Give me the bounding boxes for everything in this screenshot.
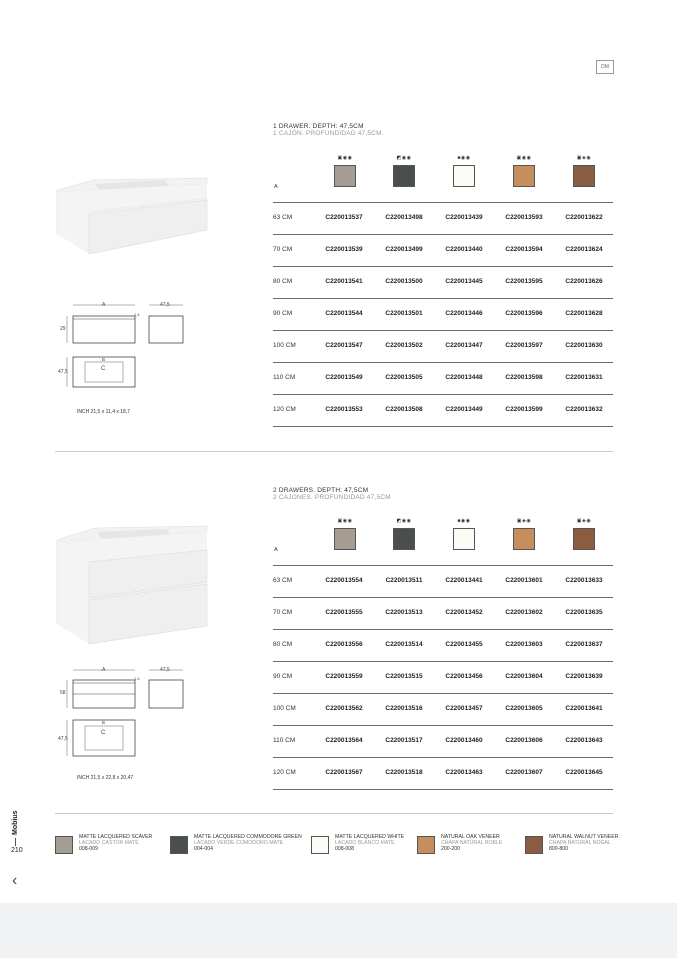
table-row: 63 CM C220013554 C220013511 C220013441 C220013601 C220013633 [273,566,613,598]
legend-divider [55,813,613,814]
legend-swatch [55,836,73,854]
table-row: 90 CM C220013544 C220013501 C220013446 C220013596 C220013628 [273,299,613,331]
table-row: 63 CM C220013537 C220013498 C220013439 C220013593 C220013622 [273,203,613,235]
page-number: 210 [11,847,23,854]
swatch-green [393,528,415,550]
dim-label-c: C [101,730,106,736]
table-row: 120 CM C220013567 C220013518 C220013463 C220013607 C220013645 [273,758,613,790]
legend-swatch [311,836,329,854]
dim-label-b: B [102,720,106,725]
swatch-scaver [334,165,356,187]
cabinet-2-drawers-image [55,520,215,650]
inch-note: INCH 21,5 x 22,8 x 20,47 [77,775,134,781]
dim-label-c: C [101,366,106,372]
product-table-2 [273,565,613,790]
section-divider [55,451,613,452]
table-row: 120 CM C220013553 C220013508 C220013449 C220013599 C220013632 [273,395,613,427]
swatch-green [393,165,415,187]
symbol-icons: ▣◈◉ [576,155,592,161]
swatch-oak [513,165,535,187]
section-title: 1 DRAWER. DEPTH: 47,5CM 1 CAJÓN. PROFUNDIDAD 47,5CM. [273,123,384,137]
dim-label-height: 58 [60,690,66,696]
swatch-oak [513,528,535,550]
dim-label-plan-depth: 47,5 [58,736,68,742]
dim-label-small: 1,4 [134,312,140,317]
table-row: 70 CM C220013555 C220013513 C220013452 C220013602 C220013635 [273,598,613,630]
symbol-icons: ◩◉◉ [396,155,412,161]
dim-label-a: A [102,302,106,308]
table-row: 110 CM C220013564 C220013517 C220013460 C220013606 C220013643 [273,726,613,758]
swatch-white [453,528,475,550]
symbol-icons: ◩◉◉ [396,518,412,524]
dim-label-b: B [102,357,106,362]
dim-label-small: 1,4 [134,676,140,681]
dim-label-height: 29 [60,326,66,332]
dimension-drawing-2 [55,664,195,764]
symbol-icons: ▣◈◉ [516,518,532,524]
symbol-icons: ■◉◉ [457,155,471,161]
cabinet-1-drawer-image [55,172,215,262]
symbol-icons: ▣◈◉ [576,518,592,524]
legend-swatch [525,836,543,854]
symbol-icons: ■◉◉ [457,518,471,524]
symbol-icons: ▣◉◉ [337,155,353,161]
brand-label: Mobius [12,810,19,835]
brand-divider [15,838,16,846]
swatch-walnut [573,528,595,550]
swatch-scaver [334,528,356,550]
dim-label-depth: 47,5 [160,302,170,308]
dim-label-plan-depth: 47,5 [58,369,68,375]
table-row: 110 CM C220013549 C220013505 C220013448 C220013598 C220013631 [273,363,613,395]
symbol-icons: ▣◉◉ [516,155,532,161]
legend-swatch [170,836,188,854]
symbol-icons: ▣◉◉ [337,518,353,524]
table-row: 100 CM C220013562 C220013516 C220013457 C220013605 C220013641 [273,694,613,726]
chevron-left-icon[interactable]: ‹ [12,872,18,889]
product-table-1 [273,202,613,427]
inch-note: INCH 21,5 x 11,4 x 18,7 [77,409,130,415]
corner-badge: DM [596,60,614,74]
swatch-white [453,165,475,187]
table-row: 80 CM C220013556 C220013514 C220013455 C220013603 C220013637 [273,630,613,662]
swatch-walnut [573,165,595,187]
table-row: 100 CM C220013547 C220013502 C220013447 C220013597 C220013630 [273,331,613,363]
table-row: 80 CM C220013541 C220013500 C220013445 C220013595 C220013626 [273,267,613,299]
column-a-label: A [274,184,278,190]
dim-label-depth: 47,5 [160,667,170,673]
dim-label-a: A [102,667,106,673]
legend-swatch [417,836,435,854]
table-row: 70 CM C220013539 C220013499 C220013440 C220013594 C220013624 [273,235,613,267]
column-a-label: A [274,547,278,553]
section-title: 2 DRAWERS. DEPTH: 47,5CM 2 CAJONES. PROFUNDIDAD 47,5CM [273,487,391,501]
dimension-drawing-1 [55,299,195,419]
table-row: 90 CM C220013559 C220013515 C220013456 C220013604 C220013639 [273,662,613,694]
footer-band [0,903,677,958]
